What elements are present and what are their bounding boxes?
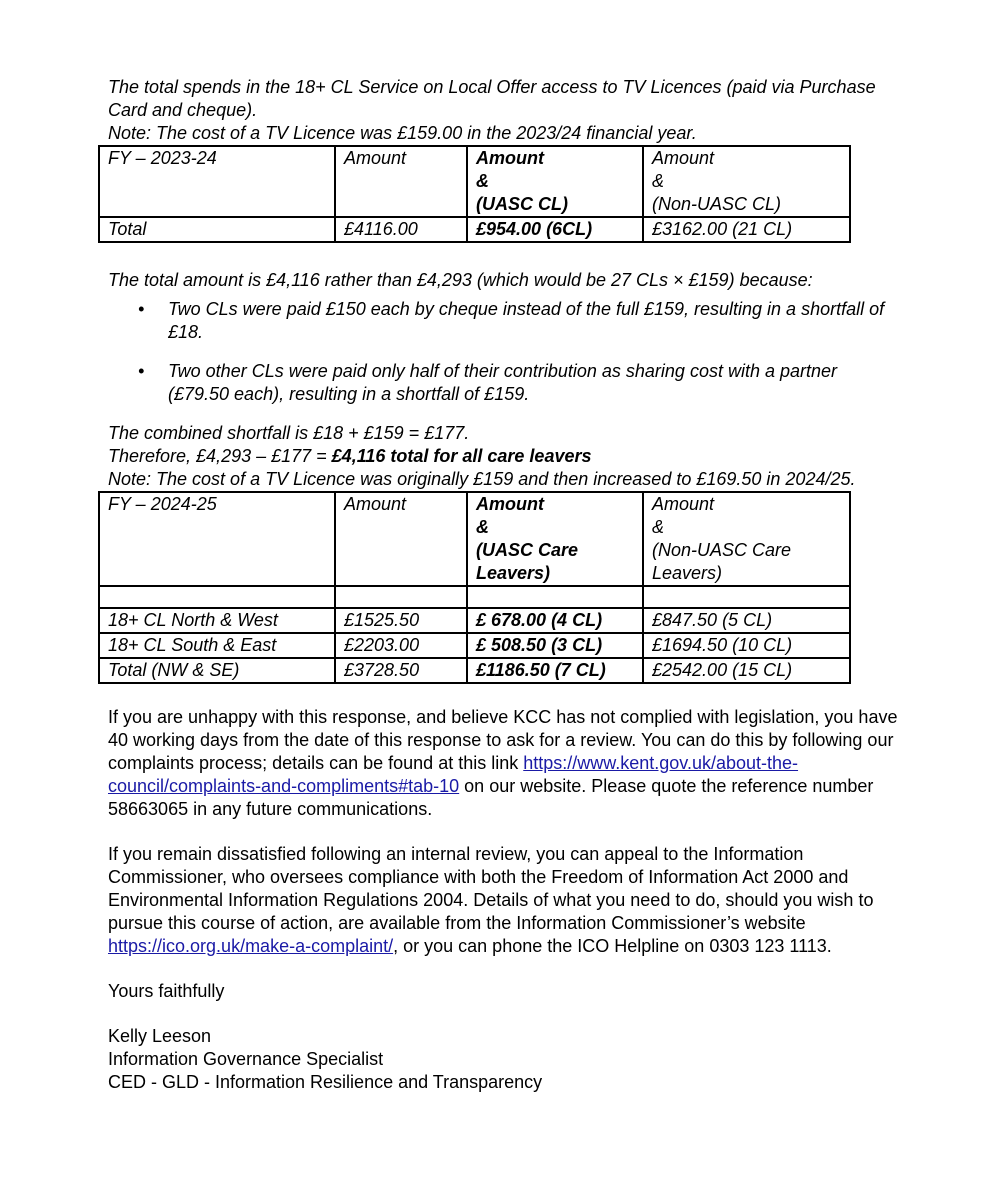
complaints-link[interactable]: https://www.kent.gov.uk/about-the-council/complaints-and-compliments#tab-10 — [108, 753, 799, 796]
therefore-total: £4,116 total for all care leavers — [331, 446, 592, 466]
explanation-text: The total amount is £4,116 rather than £4,293 (which would be 27 CLs × £159) because: — [108, 270, 813, 290]
header-cell: FY – 2024-25 — [99, 492, 335, 586]
header-cell: FY – 2023-24 — [99, 146, 335, 217]
tv-licence-table-2024-25 — [98, 491, 851, 684]
table-cell: £1186.50 (7 CL) — [467, 658, 643, 683]
intro-text: The total spends in the 18+ CL Service on Local Offer access to TV Licences (paid via Purchase Card and cheque). — [108, 77, 876, 120]
table-cell: £4116.00 — [335, 217, 467, 242]
table-cell: £1694.50 (10 CL) — [643, 633, 850, 658]
appeal-text: If you remain dissatisfied following an internal review, you can appeal to the Information Commissioner, who oversees compliance with both the Freedom of Information Act 2000 and Environmental Information Regulations 2004. Details of what you need to do, should you wish to pursue this course of action, are available from the Information Commissioner’s website — [108, 844, 874, 933]
tv-licence-table-2023-24 — [98, 145, 851, 243]
table-cell: 18+ CL South & East — [99, 633, 335, 658]
table-cell — [643, 586, 850, 608]
table-cell: £2203.00 — [335, 633, 467, 658]
table-cell — [99, 586, 335, 608]
table-cell: £ 508.50 (3 CL) — [467, 633, 643, 658]
table-cell: £954.00 (6CL) — [467, 217, 643, 242]
table-header-row — [99, 492, 850, 586]
note-2023: Note: The cost of a TV Licence was £159.00 in the 2023/24 financial year. — [108, 123, 697, 143]
review-text: If you are unhappy with this response, and believe KCC has not complied with legislation, you have 40 working days from the date of this response to ask for a review. You can do this by following our complaints process; details can be found at this link — [108, 707, 898, 773]
table-cell: £3728.50 — [335, 658, 467, 683]
list-item: • Two CLs were paid £150 each by cheque instead of the full £159, resulting in a shortfall of £18. — [168, 298, 898, 344]
header-cell: Amount & (Non-UASC Care Leavers) — [643, 492, 850, 586]
table-cell: £3162.00 (21 CL) — [643, 217, 850, 242]
table-cell: £ 678.00 (4 CL) — [467, 608, 643, 633]
signatory-title: Information Governance Specialist — [108, 1049, 384, 1069]
header-cell: Amount & (UASC Care Leavers) — [467, 492, 643, 586]
table-cell: £2542.00 (15 CL) — [643, 658, 850, 683]
closing: Yours faithfully — [108, 981, 225, 1001]
list-item: • Two other CLs were paid only half of their contribution as sharing cost with a partner (£79.50 each), resulting in a shortfall of £159. — [168, 360, 898, 406]
table-cell: £1525.50 — [335, 608, 467, 633]
appeal-paragraph — [108, 843, 898, 958]
ico-complaint-link[interactable]: https://ico.org.uk/make-a-complaint/ — [108, 936, 394, 956]
note-2024: Note: The cost of a TV Licence was originally £159 and then increased to £169.50 in 2024/25. — [108, 469, 856, 489]
empty-row — [99, 586, 850, 608]
table-cell: £847.50 (5 CL) — [643, 608, 850, 633]
table-cell — [335, 586, 467, 608]
review-text-end: on our website. Please quote the reference number 58663065 in any future communications. — [108, 776, 874, 819]
appeal-text-end: , or you can phone the ICO Helpline on 0303 123 1113. — [393, 936, 832, 956]
table-header-row — [99, 146, 850, 217]
signatory-name: Kelly Leeson — [108, 1026, 212, 1046]
table-cell — [467, 586, 643, 608]
table-row — [99, 658, 850, 683]
table-cell: Total (NW & SE) — [99, 658, 335, 683]
table-cell: Total — [99, 217, 335, 242]
signatory-department: CED - GLD - Information Resilience and Transparency — [108, 1072, 543, 1092]
header-cell: Amount & (Non-UASC CL) — [643, 146, 850, 217]
document-page — [108, 76, 898, 1094]
therefore-line — [108, 445, 898, 468]
shortfall-list — [108, 298, 898, 406]
table-row — [99, 217, 850, 242]
review-paragraph — [108, 706, 898, 821]
header-cell: Amount & (UASC CL) — [467, 146, 643, 217]
header-cell: Amount — [335, 146, 467, 217]
therefore-prefix: Therefore, £4,293 – £177 = — [108, 446, 332, 466]
header-cell: Amount — [335, 492, 467, 586]
combined-shortfall: The combined shortfall is £18 + £159 = £177. — [108, 423, 470, 443]
table-row — [99, 608, 850, 633]
table-cell: 18+ CL North & West — [99, 608, 335, 633]
table-row — [99, 633, 850, 658]
